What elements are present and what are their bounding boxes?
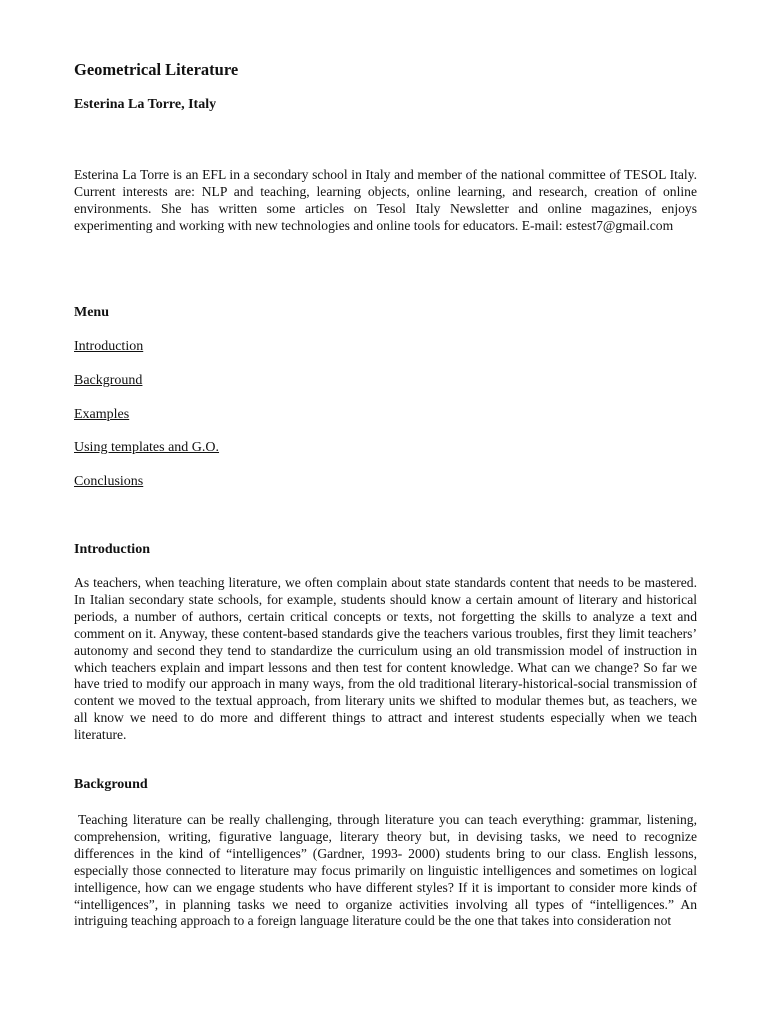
introduction-section: [74, 575, 697, 744]
menu-heading: Menu: [74, 305, 109, 320]
menu-link-introduction[interactable]: Introduction: [74, 339, 144, 354]
document-title: Geometrical Literature: [74, 60, 239, 79]
background-section: [74, 812, 697, 930]
menu-link-templates[interactable]: Using templates and G.O.: [74, 440, 220, 455]
menu-link-conclusions[interactable]: Conclusions: [74, 474, 144, 489]
menu-link-background[interactable]: Background: [74, 373, 143, 388]
background-text: Teaching literature can be really challenging, through literature you can teach everything: grammar, listening, comprehension, writing, figurative language, literary theory but, in devising tasks, we need to recognize differences in the kind of “intelligences” (Gardner, 1993- 2000) students bring to our class. English lessons, especially those connected to literature may focus primarily on linguistic intelligences and sometimes on logical intelligence, how can we engage students who have different styles? If it is important to consider more kinds of “intelligences”, in planning tasks we need to organize activities involving all types of “intelligences.” An intriguing teaching approach to a foreign language literature could be the one that takes into consideration not: [74, 812, 697, 929]
introduction-heading: Introduction: [74, 542, 150, 557]
author-line: Esterina La Torre, Italy: [74, 97, 217, 112]
author-bio-text: Esterina La Torre is an EFL in a secondary school in Italy and member of the national committee of TESOL Italy. Current interests are: NLP and teaching, learning objects, online learning, and research, creation of online environments. She has written some articles on Tesol Italy Newsletter and online magazines, enjoys experimenting and working with new technologies and online tools for educators. E-mail: estest7@gmail.com: [74, 167, 697, 233]
menu-link-examples[interactable]: Examples: [74, 407, 130, 422]
author-bio: [74, 167, 697, 235]
introduction-text: As teachers, when teaching literature, we often complain about state standards content that needs to be mastered. In Italian secondary state schools, for example, students should know a certain amount of literary and historical periods, a number of authors, certain critical concepts or texts, not forgetting the skills to analyze a text and comment on it. Anyway, these content-based standards give the teachers various troubles, first they limit teachers’ autonomy and second they tend to standardize the curriculum using an old transmission model of instruction in which teachers explain and impart lessons and then test for content knowledge. What can we change? So far we have tried to modify our approach in many ways, from the old traditional literary-historical-social transmission of content we moved to the textual approach, from literary units we shifted to modular themes but, as teachers, we all know we need to do more and different things to attract and interest students especially when we teach literature.: [74, 575, 697, 743]
background-heading: Background: [74, 777, 148, 792]
